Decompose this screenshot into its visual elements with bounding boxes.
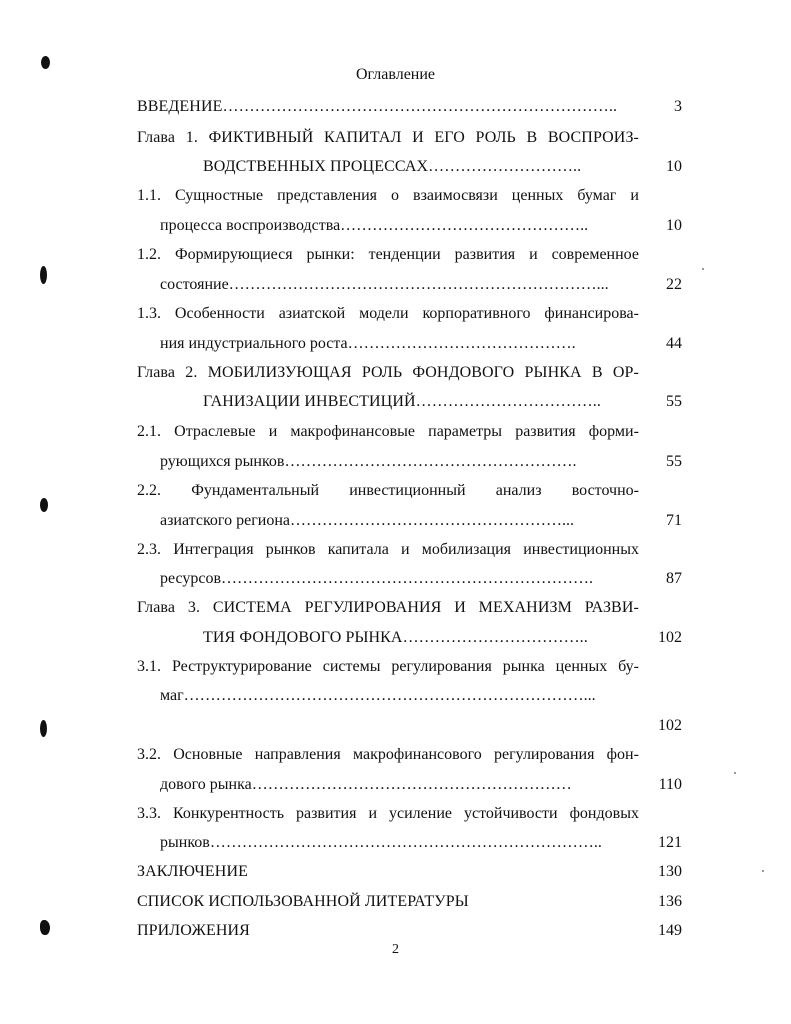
toc-entry-s31-line2: маг…………………………………………………………………...	[160, 687, 596, 704]
toc-entry-appendices: ПРИЛОЖЕНИЯ	[137, 922, 250, 939]
binder-hole-mark	[40, 920, 50, 935]
scan-speck	[702, 268, 704, 270]
toc-page-s22: 71	[666, 512, 682, 529]
toc-entry-ch2-line2: ГАНИЗАЦИИ ИНВЕСТИЦИЙ……………………………..	[203, 393, 601, 410]
binder-hole-mark	[40, 498, 48, 512]
toc-entry-s12-line1: 1.2. Формирующиеся рынки: тенденции развития и современное	[137, 246, 639, 263]
toc-page-appendices: 149	[658, 922, 682, 939]
toc-page-s31: 102	[658, 717, 682, 734]
toc-entry-s23-line2: ресурсов…………………………………………………………….	[160, 570, 594, 587]
toc-entry-s32-line2: дового рынка……………………………………………………	[160, 776, 572, 793]
toc-entry-s22-line1: 2.2. Фундаментальный инвестиционный анализ восточно-	[137, 482, 639, 499]
toc-entry-ch1-line1: Глава 1. ФИКТИВНЫЙ КАПИТАЛ И ЕГО РОЛЬ В ВОСПРОИЗ-	[137, 129, 639, 146]
binder-hole-mark	[40, 720, 47, 737]
binder-hole-mark	[40, 266, 47, 284]
toc-entry-s11-line2: процесса воспроизводства………………………………………..	[160, 217, 589, 234]
toc-entry-s13-line2: ния индустриального роста…………………………………….	[160, 335, 576, 352]
toc-page-ch1: 10	[666, 158, 682, 175]
toc-entry-s23-line1: 2.3. Интеграция рынков капитала и мобилизация инвестиционных	[137, 541, 639, 558]
toc-page-references: 136	[658, 893, 682, 910]
toc-page-s32: 110	[658, 776, 682, 793]
toc-entry-intro: ВВЕДЕНИЕ………………………………………………………………..	[137, 98, 618, 115]
toc-page-s12: 22	[666, 276, 682, 293]
toc-entry-s21-line2: рующихся рынков……………………………………………….	[160, 453, 577, 470]
toc-entry-ch3-line2: ТИЯ ФОНДОВОГО РЫНКА……………………………..	[203, 629, 588, 646]
toc-entry-conclusion: ЗАКЛЮЧЕНИЕ	[137, 863, 248, 880]
toc-entry-s11-line1: 1.1. Сущностные представления о взаимосвязи ценных бумаг и	[137, 187, 639, 204]
toc-page-s33: 121	[658, 834, 682, 851]
toc-entry-references: СПИСОК ИСПОЛЬЗОВАННОЙ ЛИТЕРАТУРЫ	[137, 893, 469, 910]
toc-heading: Оглавление	[355, 66, 436, 83]
toc-page-s21: 55	[666, 453, 682, 470]
toc-entry-s22-line2: азиатского региона……………………………………………...	[160, 512, 574, 529]
toc-entry-s13-line1: 1.3. Особенности азиатской модели корпоративного финансирова-	[137, 305, 639, 322]
toc-entry-s33-line2: рынков………………………………………………………………..	[160, 834, 602, 851]
scan-speck	[734, 772, 736, 774]
toc-page-s13: 44	[666, 335, 682, 352]
toc-entry-ch3-line1: Глава 3. СИСТЕМА РЕГУЛИРОВАНИЯ И МЕХАНИЗМ РАЗВИ-	[137, 599, 639, 616]
toc-page-ch3: 102	[658, 629, 682, 646]
toc-entry-ch1-line2: ВОДСТВЕННЫХ ПРОЦЕССАХ………………………..	[203, 158, 582, 175]
toc-page-conclusion: 130	[658, 863, 682, 880]
toc-page-s11: 10	[666, 217, 682, 234]
toc-entry-s33-line1: 3.3. Конкурентность развития и усиление устойчивости фондовых	[137, 805, 639, 822]
toc-entry-s31-line1: 3.1. Реструктурирование системы регулирования рынка ценных бу-	[137, 658, 639, 675]
toc-page-intro: 3	[674, 98, 682, 115]
scan-speck	[762, 870, 764, 872]
toc-entry-ch2-line1: Глава 2. МОБИЛИЗУЮЩАЯ РОЛЬ ФОНДОВОГО РЫНКА В ОР-	[137, 364, 639, 381]
toc-page-s23: 87	[666, 570, 682, 587]
toc-page-ch2: 55	[666, 393, 682, 410]
toc-entry-s32-line1: 3.2. Основные направления макрофинансового регулирования фон-	[137, 746, 639, 763]
toc-entry-s12-line2: состояние……………………………………………………………...	[160, 276, 609, 293]
page-number: 2	[392, 942, 399, 957]
toc-entry-s21-line1: 2.1. Отраслевые и макрофинансовые параметры развития форми-	[137, 423, 639, 440]
